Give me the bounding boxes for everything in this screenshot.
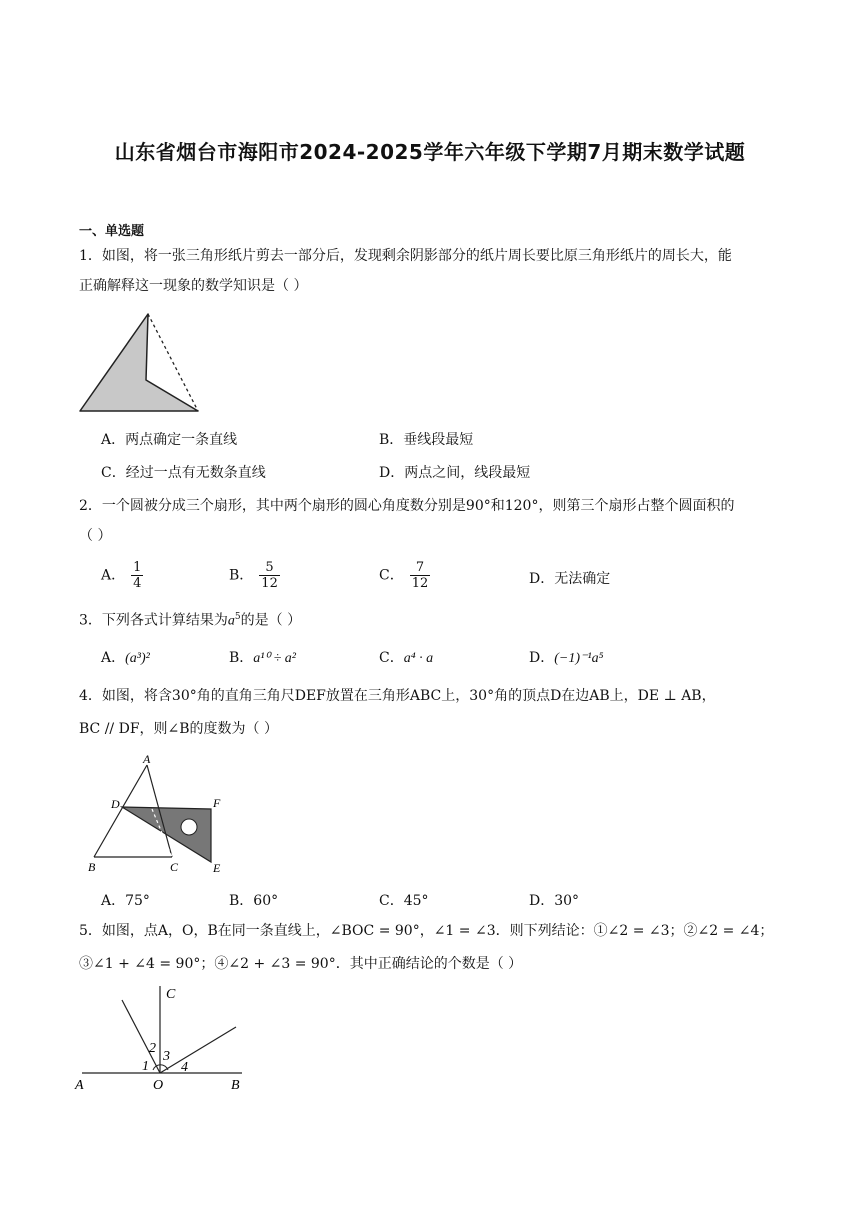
q4-label-b: B: [88, 860, 96, 874]
q2-option-a-numerator: 1: [133, 560, 142, 575]
q4-stem-line2: BC // DF，则∠B的度数为（ ）: [79, 721, 279, 737]
q5-label-a: A: [75, 1078, 84, 1093]
q3-option-b-expr: a¹⁰ ÷ a²: [253, 651, 296, 666]
q2-option-c: [379, 560, 430, 591]
q3-option-d: [529, 647, 603, 667]
q5-angle-1: 1: [142, 1059, 149, 1074]
q4-label-d: D: [111, 797, 120, 811]
q3-option-b-label: B．: [229, 650, 254, 666]
q5-label-o: O: [153, 1078, 164, 1093]
q5-figure-angles: [74, 982, 254, 1096]
q2-option-d: D．无法确定: [529, 571, 611, 587]
q4-label-e: E: [213, 861, 221, 875]
q3-option-d-expr: (−1)⁻¹a⁵: [554, 651, 604, 666]
q3-option-a-label: A．: [101, 650, 126, 666]
q2-option-a-label: A．: [101, 567, 126, 584]
q2-option-b-denominator: 12: [261, 576, 278, 591]
q1-option-c: C．经过一点有无数条直线: [101, 465, 266, 481]
q2-option-c-numerator: 7: [410, 560, 431, 576]
q5-stem-line2: ③∠1 + ∠4 = 90°；④∠2 + ∠3 = 90°．其中正确结论的个数是（ ）: [79, 956, 523, 972]
q1-option-b: B．垂线段最短: [379, 432, 474, 448]
q2-option-c-label: C．: [379, 567, 404, 584]
q5-angle-2: 2: [149, 1041, 156, 1056]
q2-option-a: [101, 560, 143, 591]
q2-option-b-label: B．: [229, 567, 254, 584]
q2-option-a-fraction: [131, 560, 143, 591]
q1-stem-line2: 正确解释这一现象的数学知识是（ ）: [79, 278, 308, 294]
q2-option-c-denominator: 12: [411, 576, 429, 591]
q5-angle-3: 3: [163, 1049, 170, 1064]
section-heading: 一、单选题: [79, 224, 145, 239]
q1-option-a: A．两点确定一条直线: [101, 432, 238, 448]
q4-label-f: F: [213, 796, 221, 810]
q2-option-c-fraction: [410, 560, 431, 591]
q2-option-b-numerator: 5: [259, 560, 280, 576]
q4-option-d: D．30°: [529, 893, 580, 909]
q3-stem: [79, 604, 301, 635]
q5-stem-line1: 5．如图，点A，O，B在同一条直线上，∠BOC = 90°，∠1 = ∠3．则下列结论：①∠2 = ∠3；②∠2 = ∠4；: [79, 923, 774, 939]
q1-option-d: D．两点之间，线段最短: [379, 465, 531, 481]
q3-option-d-label: D．: [529, 650, 555, 666]
q4-option-b: B．60°: [229, 893, 279, 909]
page-title: 山东省烟台市海阳市2024-2025学年六年级下学期7月期末数学试题: [114, 140, 746, 164]
q3-option-c-label: C．: [379, 650, 404, 666]
q3-stem-tail: 的是（ ）: [240, 612, 302, 629]
q2-option-b-fraction: [259, 560, 280, 591]
q3-option-a: [101, 647, 150, 667]
q5-angle-4: 4: [181, 1060, 188, 1075]
q1-figure-cut-triangle: [76, 308, 206, 416]
q2-option-b: [229, 560, 280, 591]
q3-stem-base: a: [227, 613, 235, 629]
q3-option-b: [229, 647, 296, 667]
q5-label-b: B: [231, 1078, 240, 1093]
q5-label-c: C: [166, 987, 176, 1002]
q2-stem-line2: （ ）: [79, 528, 112, 544]
q3-option-c: [379, 647, 433, 667]
q2-stem-line1: 2．一个圆被分成三个扇形，其中两个扇形的圆心角度数分别是90°和120°，则第三个扇形占整个圆面积的: [79, 498, 735, 514]
q4-label-c: C: [170, 860, 179, 874]
q4-option-a: A．75°: [101, 893, 150, 909]
q4-stem-line1: 4．如图，将含30°角的直角三角尺DEF放置在三角形ABC上，30°角的顶点D在边AB上，DE ⊥ AB，: [79, 688, 716, 704]
q1-stem-line1: 1．如图，将一张三角形纸片剪去一部分后，发现剩余阴影部分的纸片周长要比原三角形纸片的周长大，能: [79, 248, 732, 264]
q4-option-c: C．45°: [379, 893, 429, 909]
q4-label-a: A: [143, 752, 151, 766]
q4-figure-triangles: [84, 752, 234, 878]
q3-option-a-expr: (a³)²: [125, 651, 150, 666]
q3-stem-exponent: 5: [234, 612, 241, 622]
q3-option-c-expr: a⁴ · a: [403, 651, 434, 666]
q3-stem-text: 3．下列各式计算结果为: [79, 612, 228, 629]
q2-option-a-denominator: 4: [133, 576, 142, 591]
